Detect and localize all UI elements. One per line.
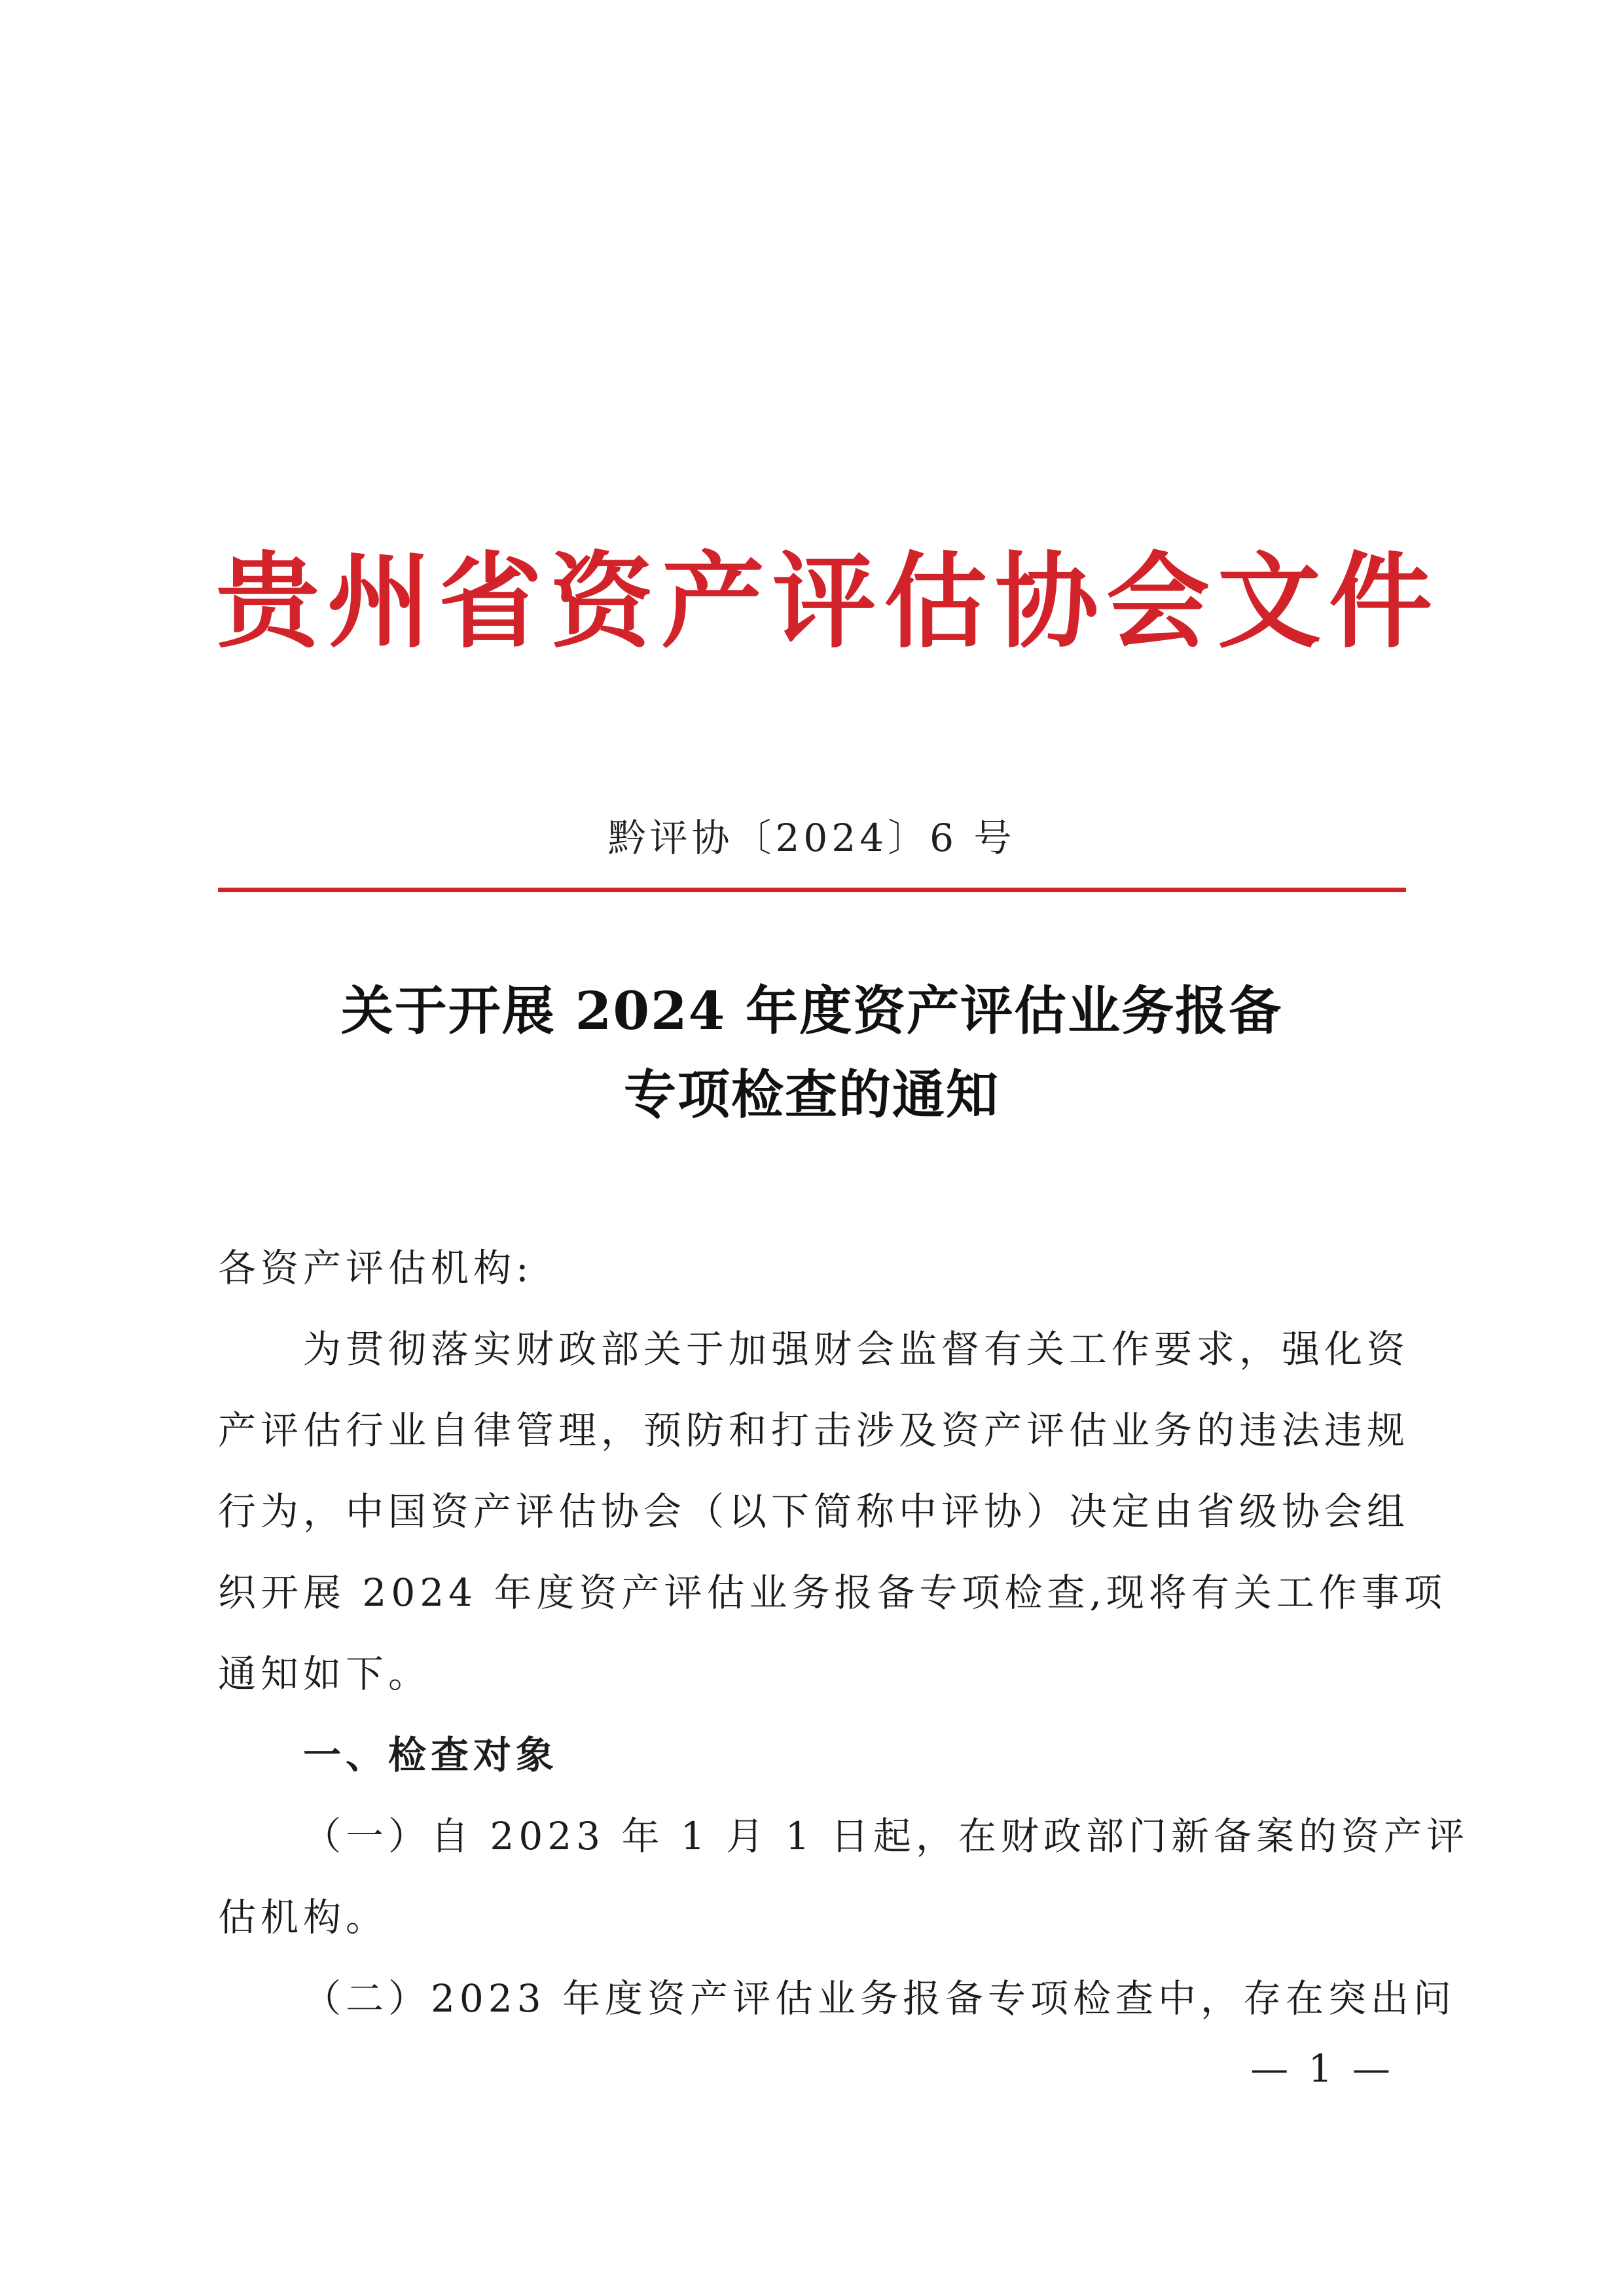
masthead-title: 贵州省资产评估协会文件 [216,541,1440,662]
paragraph-line: 行为，中国资产评估协会（以下简称中评协）决定由省级协会组 [218,1489,1410,1534]
document-number: 黔评协〔2024〕6 号 [607,816,1016,860]
page-number: — 1 — [1250,2046,1394,2091]
paragraph-line: 为贯彻落实财政部关于加强财会监督有关工作要求，强化资 [303,1327,1410,1371]
paragraph-line: 产评估行业自律管理，预防和打击涉及资产评估业务的违法违规 [218,1408,1410,1453]
section-heading: 一、检查对象 [303,1733,559,1777]
item-line: （一）自 2023 年 1 月 1 日起，在财政部门新备案的资产评 [303,1814,1470,1858]
paragraph-line: 织开展 2024 年度资产评估业务报备专项检查,现将有关工作事项 [218,1570,1447,1615]
notice-title-line-2: 专项检查的通知 [624,1064,1000,1125]
salutation: 各资产评估机构: [218,1246,533,1290]
notice-title-line-1: 关于开展 2024 年度资产评估业务报备 [340,980,1283,1041]
notice-body [218,1227,1470,2039]
paragraph-line: 通知如下。 [218,1652,431,1696]
red-divider-line [218,888,1406,892]
notice-title [216,969,1407,1136]
item-line: （二）2023 年度资产评估业务报备专项检查中，存在突出问 [303,1976,1456,2021]
item-line: 估机构。 [218,1895,389,1940]
